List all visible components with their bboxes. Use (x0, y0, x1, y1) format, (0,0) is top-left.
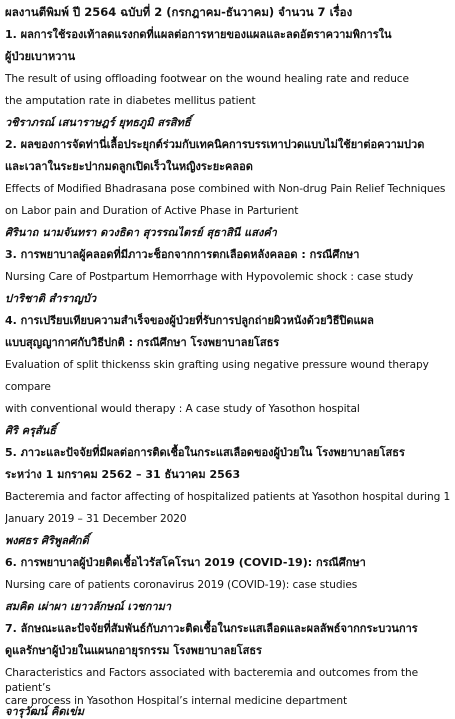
article-7-thai-title-line-1: 7. ลักษณะและปัจจัยที่สัมพันธ์กับภาวะติดเชื้อในกระแสเลือดและผลลัพธ์จากกระบวนการ (5, 622, 418, 635)
article-2-english-title-line-1: Effects of Modified Bhadrasana pose combined with Non-drug Pain Relief Techniques (5, 183, 446, 195)
article-5-thai-title-line-1: 5. ภาวะและปัจจัยที่มีผลต่อการติดเชื้อในกระแสเลือดของผู้ป่วยใน โรงพยาบาลยโสธร (5, 446, 405, 459)
article-7-english-title-line-1: Characteristics and Factors associated with bacteremia and outcomes from the (5, 667, 419, 679)
article-1-thai-title-line-1: 1. ผลการใช้รองเท้าลดแรงกดที่แผลต่อการหายของแผลและลดอัตราความพิการใน (5, 28, 392, 41)
article-2-thai-title-line-2: และเวลาในระยะปากมดลูกเปิดเร็วในหญิงระยะคลอด (5, 160, 253, 173)
article-2-english-title-line-2: on Labor pain and Duration of Active Phase in Parturient (5, 205, 299, 217)
article-5-english-title-line-1: Bacteremia and factor affecting of hospitalized patients at Yasothon hospital during 1 (5, 491, 451, 503)
article-7-english-title-line-2: patient’s (5, 682, 51, 694)
article-2-thai-title-line-1: 2. ผลของการจัดท่านี่เลื้อประยุกต์ร่วมกับเทคนิคการบรรเทาปวดแบบไม่ใช้ยาต่อความปวด (5, 138, 425, 151)
publication-list-page (5, 0, 453, 719)
article-1-thai-title-line-2: ผู้ป่วยเบาหวาน (5, 50, 76, 63)
article-4-authors: ศิริ ครุสันธิ์ (5, 424, 56, 437)
article-4-english-title-line-1: Evaluation of split thickenss skin grafting using negative pressure wound therapy (5, 359, 429, 371)
page-title: ผลงานตีพิมพ์ ปี 2564 ฉบับที่ 2 (กรกฎาคม-ธันวาคม) จำนวน 7 เรื่อง (5, 5, 353, 19)
article-1-english-title-line-1: The result of using offloading footwear on the wound healing rate and reduce (5, 73, 409, 85)
article-3-english-title-line-1: Nursing Care of Postpartum Hemorrhage with Hypovolemic shock : case study (5, 271, 414, 283)
article-1-english-title-line-2: the amputation rate in diabetes mellitus patient (5, 95, 256, 107)
article-7-thai-title-line-2: ดูแลรักษาผู้ป่วยในแผนกอายุรกรรม โรงพยาบาลยโสธร (5, 644, 262, 657)
article-3-thai-title-line-1: 3. การพยาบาลผู้คลอดที่มีภาวะช็อกจากการตกเลือดหลังคลอด : กรณีศึกษา (5, 248, 360, 261)
article-5-authors: พงศธร ศิริพูลศักดิ์ (5, 534, 89, 547)
article-1-authors: วชิราภรณ์ เสนาราษฎร์ ยุทธภูมิ สรสิทธิ์ (5, 116, 191, 129)
article-4-thai-title-line-1: 4. การเปรียบเทียบความสำเร็จของผู้ป่วยที่รับการปลูกถ่ายผิวหนังด้วยวิธีปิดแผล (5, 314, 374, 327)
article-7-authors: จารุวัฒน์ คิดเข่ม (5, 705, 85, 718)
article-4-english-title-line-3: with conventional would therapy : A case study of Yasothon hospital (5, 403, 360, 415)
article-6-thai-title-line-1: 6. การพยาบาลผู้ป่วยติดเชื้อไวรัสโคโรนา 2019 (COVID-19): กรณีศึกษา (5, 556, 366, 569)
article-3-authors: ปาริชาติ สำราญบัว (5, 292, 97, 305)
article-5-english-title-line-2: January 2019 – 31 December 2020 (5, 513, 187, 525)
article-4-thai-title-line-2: แบบสุญญากาศกับวิธีปกติ : กรณีศึกษา โรงพยาบาลยโสธร (5, 336, 280, 349)
article-5-thai-title-line-2: ระหว่าง 1 มกราคม 2562 – 31 ธันวาคม 2563 (5, 468, 241, 481)
article-6-authors: สมคิด เผ่าผา เยาวลักษณ์ เวชกามา (5, 600, 172, 613)
article-2-authors: ศิรินาถ นามจันทรา ดวงธิดา สุวรรณไตรย์ สุธาสินี แสงคำ (5, 226, 277, 239)
article-4-english-title-line-2: compare (5, 381, 51, 393)
article-6-english-title-line-1: Nursing care of patients coronavirus 2019 (COVID-19): case studies (5, 579, 358, 591)
article-7-english-title-line-3: care process in Yasothon Hospital’s internal medicine department (5, 695, 347, 707)
